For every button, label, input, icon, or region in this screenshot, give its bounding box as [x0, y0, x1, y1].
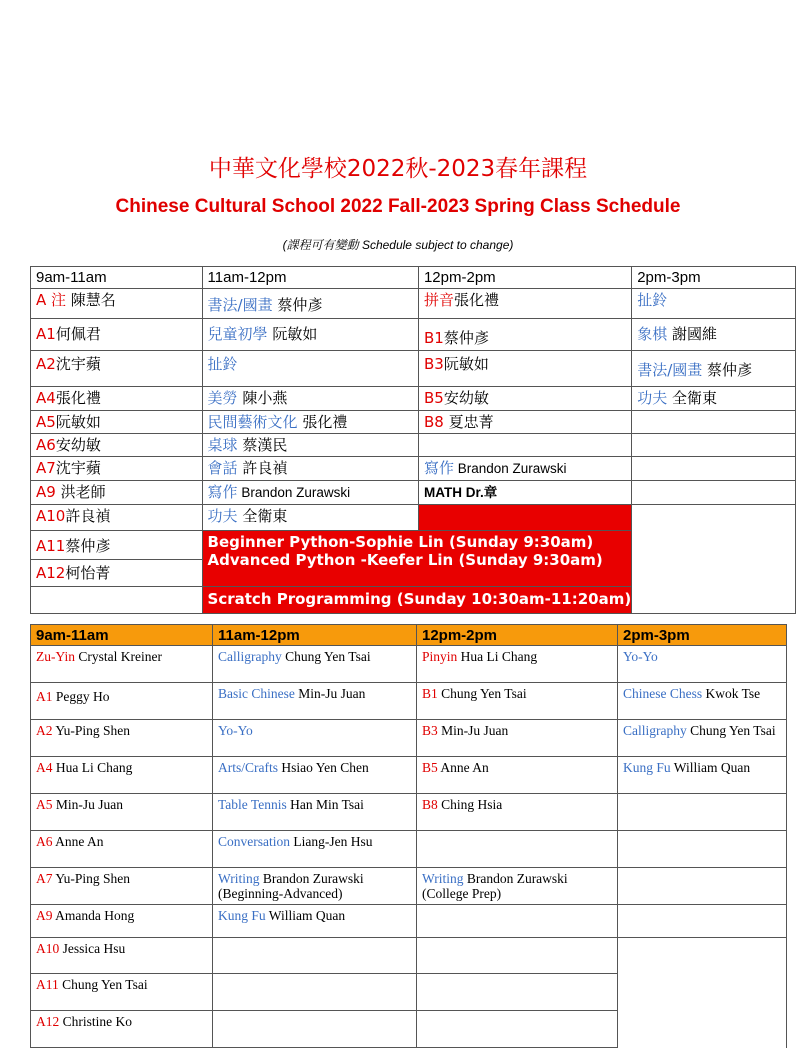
table-row	[31, 531, 796, 560]
scratch-programming-label: Scratch Programming (Sunday 10:30am-11:20am)	[207, 590, 632, 608]
class-code: A7	[36, 459, 56, 477]
class-code: B8	[422, 797, 438, 812]
class-name: 象棋	[637, 325, 668, 343]
table-row	[31, 757, 787, 794]
table-cell	[632, 289, 796, 319]
table-cell	[31, 720, 213, 757]
class-code: A1	[36, 689, 53, 704]
beginner-python-label: Beginner Python-Sophie Lin (Sunday 9:30am)	[207, 533, 594, 551]
teacher-name: 陳慧名	[66, 291, 116, 309]
table-cell	[618, 646, 787, 683]
class-code: A12	[36, 564, 66, 582]
class-code: Zu-Yin	[36, 649, 75, 664]
table-cell	[417, 938, 618, 974]
table-cell	[202, 481, 418, 505]
table-cell	[418, 411, 631, 434]
teacher-name: 蔡仲彥	[65, 537, 111, 555]
table-cell	[417, 831, 618, 868]
class-code: A7	[36, 871, 53, 886]
table-cell	[213, 831, 417, 868]
class-name: 扯鈴	[207, 355, 238, 373]
teacher-name: Crystal Kreiner	[75, 649, 162, 664]
class-name: 功夫	[637, 389, 668, 407]
teacher-name: 阮敏如	[55, 413, 101, 431]
class-name: 書法/國畫	[207, 296, 273, 314]
table-cell	[618, 1011, 787, 1048]
table-cell	[202, 289, 418, 319]
class-name: Arts/Crafts	[218, 760, 278, 775]
class-name: 桌球	[207, 436, 238, 454]
class-code: A5	[36, 413, 56, 431]
table-cell	[213, 905, 417, 938]
table-cell	[418, 505, 631, 531]
class-name: Kung Fu	[623, 760, 671, 775]
teacher-name: Chung Yen Tsai	[686, 723, 776, 738]
class-code: A11	[36, 537, 66, 555]
table-cell	[213, 868, 417, 905]
table-cell	[632, 319, 796, 351]
table-cell	[417, 646, 618, 683]
teacher-name: Brandon Zurawski (College Prep)	[422, 871, 568, 901]
table-cell	[632, 434, 796, 457]
class-code: A4	[36, 389, 56, 407]
class-name: Yo-Yo	[218, 723, 253, 738]
class-name: 會話	[207, 459, 238, 477]
table-row	[31, 267, 796, 289]
class-code: B1	[423, 329, 444, 347]
table-cell	[417, 905, 618, 938]
class-code: A9	[36, 483, 56, 501]
table-cell	[417, 1011, 618, 1048]
table-cell	[31, 457, 203, 481]
teacher-name: 何佩君	[55, 325, 101, 343]
table-cell	[31, 794, 213, 831]
class-code: A6	[36, 436, 56, 454]
teacher-name: Brandon Zurawski	[237, 485, 351, 500]
table-cell	[31, 587, 203, 614]
table-cell	[213, 646, 417, 683]
class-code: A9	[36, 908, 53, 923]
table-cell	[202, 457, 418, 481]
table-cell	[417, 683, 618, 720]
table-cell	[31, 560, 203, 587]
table-cell	[418, 387, 631, 411]
table-cell	[213, 720, 417, 757]
teacher-name: Anne An	[437, 760, 489, 775]
teacher-name: 張化禮	[55, 389, 101, 407]
table-cell	[31, 831, 213, 868]
table-cell	[618, 868, 787, 905]
teacher-name: Chung Yen Tsai	[437, 686, 527, 701]
table-row	[31, 720, 787, 757]
class-code: A10	[36, 507, 66, 525]
teacher-name: Kwok Tse	[702, 686, 761, 701]
schedule-table-english	[30, 624, 787, 1048]
table-row	[31, 387, 796, 411]
teacher-name: 夏忠菁	[443, 413, 494, 431]
class-code: B5	[422, 760, 438, 775]
class-code: B3	[422, 723, 438, 738]
table-row	[31, 1011, 787, 1048]
teacher-name: 張化禮	[453, 291, 499, 309]
table-cell	[31, 289, 203, 319]
teacher-name: 阮敏如	[443, 355, 489, 373]
class-code: B3	[423, 355, 444, 373]
table-row	[31, 683, 787, 720]
table-cell	[31, 646, 213, 683]
teacher-name: 沈宇蘋	[55, 459, 101, 477]
table-cell	[202, 411, 418, 434]
table-cell	[417, 757, 618, 794]
teacher-name: 謝國維	[667, 325, 718, 343]
table-cell	[418, 351, 631, 387]
teacher-name: 許良禎	[65, 507, 111, 525]
table-cell	[418, 457, 631, 481]
teacher-name: 全衛東	[237, 507, 288, 525]
class-code: B1	[422, 686, 438, 701]
header-9am-11am: 9am-11am	[31, 625, 213, 646]
header-2pm-3pm: 2pm-3pm	[632, 267, 796, 289]
table-row	[31, 646, 787, 683]
table-cell	[618, 720, 787, 757]
table-row	[31, 505, 796, 531]
teacher-name: Peggy Ho	[52, 689, 110, 704]
teacher-name: Min-Ju Juan	[437, 723, 509, 738]
teacher-name: Hsiao Yen Chen	[278, 760, 369, 775]
teacher-name: William Quan	[265, 908, 346, 923]
table-cell	[417, 868, 618, 905]
table-row	[31, 434, 796, 457]
class-name: Writing	[422, 871, 464, 886]
table-cell	[31, 531, 203, 560]
table-cell	[418, 289, 631, 319]
table-cell	[31, 974, 213, 1011]
class-code: A12	[36, 1014, 60, 1029]
table-cell	[31, 387, 203, 411]
table-row	[31, 625, 787, 646]
subtitle: (課程可有變動 Schedule subject to change)	[282, 238, 514, 252]
teacher-name: Min-Ju Juan	[294, 686, 366, 701]
table-cell	[418, 319, 631, 351]
table-cell	[202, 351, 418, 387]
teacher-name: Liang-Jen Hsu	[290, 834, 373, 849]
table-cell	[202, 505, 418, 531]
table-cell	[632, 531, 796, 587]
class-name: 扯鈴	[637, 291, 668, 309]
class-code: A10	[36, 941, 60, 956]
python-classes-banner	[202, 531, 632, 587]
teacher-name: 許良禎	[237, 459, 288, 477]
class-code: A1	[36, 325, 56, 343]
teacher-name: 張化禮	[297, 413, 348, 431]
table-cell	[202, 434, 418, 457]
header-11am-12pm: 11am-12pm	[202, 267, 418, 289]
table-cell	[31, 683, 213, 720]
table-cell	[418, 481, 631, 505]
table-cell	[418, 434, 631, 457]
teacher-name: Hua Li Chang	[52, 760, 133, 775]
teacher-name: Yu-Ping Shen	[52, 871, 131, 886]
teacher-name: Min-Ju Juan	[52, 797, 123, 812]
teacher-name: 全衛東	[667, 389, 718, 407]
class-name: Calligraphy	[218, 649, 282, 664]
class-name: Basic Chinese	[218, 686, 295, 701]
table-cell	[31, 938, 213, 974]
class-name: MATH Dr.章	[423, 485, 498, 500]
table-cell	[632, 411, 796, 434]
table-cell	[213, 938, 417, 974]
teacher-name: 沈宇蘋	[55, 355, 101, 373]
table-row	[31, 289, 796, 319]
table-cell	[31, 481, 203, 505]
header-2pm-3pm: 2pm-3pm	[618, 625, 787, 646]
table-cell	[618, 905, 787, 938]
advanced-python-label: Advanced Python -Keefer Lin (Sunday 9:30am)	[207, 551, 603, 569]
table-cell	[618, 757, 787, 794]
class-name: 兒童初學	[207, 325, 268, 343]
class-name: 美勞	[207, 389, 238, 407]
class-code: A11	[36, 977, 59, 992]
title-chinese: 中華文化學校2022秋-2023春年課程	[208, 156, 588, 182]
table-row	[31, 319, 796, 351]
class-name: 民間藝術文化	[207, 413, 298, 431]
teacher-name: Chung Yen Tsai	[281, 649, 371, 664]
teacher-name: 洪老師	[55, 483, 106, 501]
table-cell	[213, 1011, 417, 1048]
scratch-programming-banner	[202, 587, 632, 614]
teacher-name: 蔡仲彥	[702, 361, 753, 379]
table-cell	[417, 720, 618, 757]
class-code: A 注	[36, 291, 67, 309]
class-code: A2	[36, 355, 56, 373]
table-cell	[632, 505, 796, 531]
table-cell	[632, 481, 796, 505]
table-cell	[31, 319, 203, 351]
teacher-name: Christine Ko	[59, 1014, 132, 1029]
table-row	[31, 831, 787, 868]
class-name: Conversation	[218, 834, 290, 849]
table-row	[31, 411, 796, 434]
table-cell	[632, 587, 796, 614]
table-cell	[417, 974, 618, 1011]
table-row	[31, 974, 787, 1011]
table-row	[31, 351, 796, 387]
teacher-name: Ching Hsia	[437, 797, 503, 812]
table-cell	[31, 1011, 213, 1048]
table-cell	[31, 505, 203, 531]
table-row	[31, 938, 787, 974]
class-name: 書法/國畫	[637, 361, 703, 379]
class-name: Pinyin	[422, 649, 458, 664]
teacher-name: Amanda Hong	[52, 908, 135, 923]
class-code: B5	[423, 389, 444, 407]
teacher-name: Brandon Zurawski	[453, 461, 567, 476]
header-9am-11am: 9am-11am	[31, 267, 203, 289]
teacher-name: Anne An	[52, 834, 104, 849]
teacher-name: 安幼敏	[55, 436, 101, 454]
table-cell	[618, 794, 787, 831]
table-cell	[618, 831, 787, 868]
table-row	[31, 794, 787, 831]
table-cell	[618, 974, 787, 1011]
table-cell	[632, 351, 796, 387]
table-cell	[213, 683, 417, 720]
teacher-name: Jessica Hsu	[59, 941, 126, 956]
teacher-name: Yu-Ping Shen	[52, 723, 131, 738]
header-12pm-2pm: 12pm-2pm	[417, 625, 618, 646]
class-code: B8	[423, 413, 444, 431]
class-code: A4	[36, 760, 53, 775]
table-row	[31, 905, 787, 938]
table-cell	[31, 905, 213, 938]
table-cell	[618, 683, 787, 720]
table-row	[31, 587, 796, 614]
class-name: Yo-Yo	[623, 649, 658, 664]
table-cell	[618, 938, 787, 974]
table-row	[31, 481, 796, 505]
table-cell	[213, 794, 417, 831]
teacher-name: Brandon Zurawski (Beginning-Advanced)	[218, 871, 364, 901]
teacher-name: Hua Li Chang	[457, 649, 538, 664]
teacher-name: 蔡漢民	[237, 436, 288, 454]
table-cell	[31, 351, 203, 387]
table-cell	[31, 868, 213, 905]
table-cell	[31, 411, 203, 434]
class-name: 功夫	[207, 507, 238, 525]
table-cell	[632, 387, 796, 411]
table-cell	[213, 757, 417, 794]
class-name: Kung Fu	[218, 908, 266, 923]
teacher-name: Han Min Tsai	[286, 797, 364, 812]
class-name: Chinese Chess	[623, 686, 703, 701]
class-name: Calligraphy	[623, 723, 687, 738]
teacher-name: William Quan	[670, 760, 751, 775]
teacher-name: 柯怡菁	[65, 564, 111, 582]
table-cell	[202, 319, 418, 351]
table-cell	[632, 457, 796, 481]
table-cell	[202, 387, 418, 411]
title-english: Chinese Cultural School 2022 Fall-2023 Spring Class Schedule	[115, 196, 681, 217]
teacher-name: 蔡仲彥	[443, 329, 489, 347]
table-cell	[31, 757, 213, 794]
header-12pm-2pm: 12pm-2pm	[418, 267, 631, 289]
class-name: Table Tennis	[218, 797, 287, 812]
teacher-name: 安幼敏	[443, 389, 489, 407]
class-code: A5	[36, 797, 53, 812]
class-name: 寫作	[207, 483, 238, 501]
class-code: A6	[36, 834, 53, 849]
class-name: 寫作	[423, 459, 454, 477]
teacher-name: 阮敏如	[267, 325, 318, 343]
table-cell	[31, 434, 203, 457]
teacher-name: 陳小燕	[237, 389, 288, 407]
class-name: Writing	[218, 871, 260, 886]
schedule-table-chinese	[30, 266, 796, 614]
teacher-name: 蔡仲彥	[272, 296, 323, 314]
table-row	[31, 868, 787, 905]
table-cell	[417, 794, 618, 831]
table-cell	[213, 974, 417, 1011]
class-name: 拼音	[423, 291, 454, 309]
header-11am-12pm: 11am-12pm	[213, 625, 417, 646]
class-code: A2	[36, 723, 53, 738]
teacher-name: Chung Yen Tsai	[58, 977, 148, 992]
table-row	[31, 457, 796, 481]
